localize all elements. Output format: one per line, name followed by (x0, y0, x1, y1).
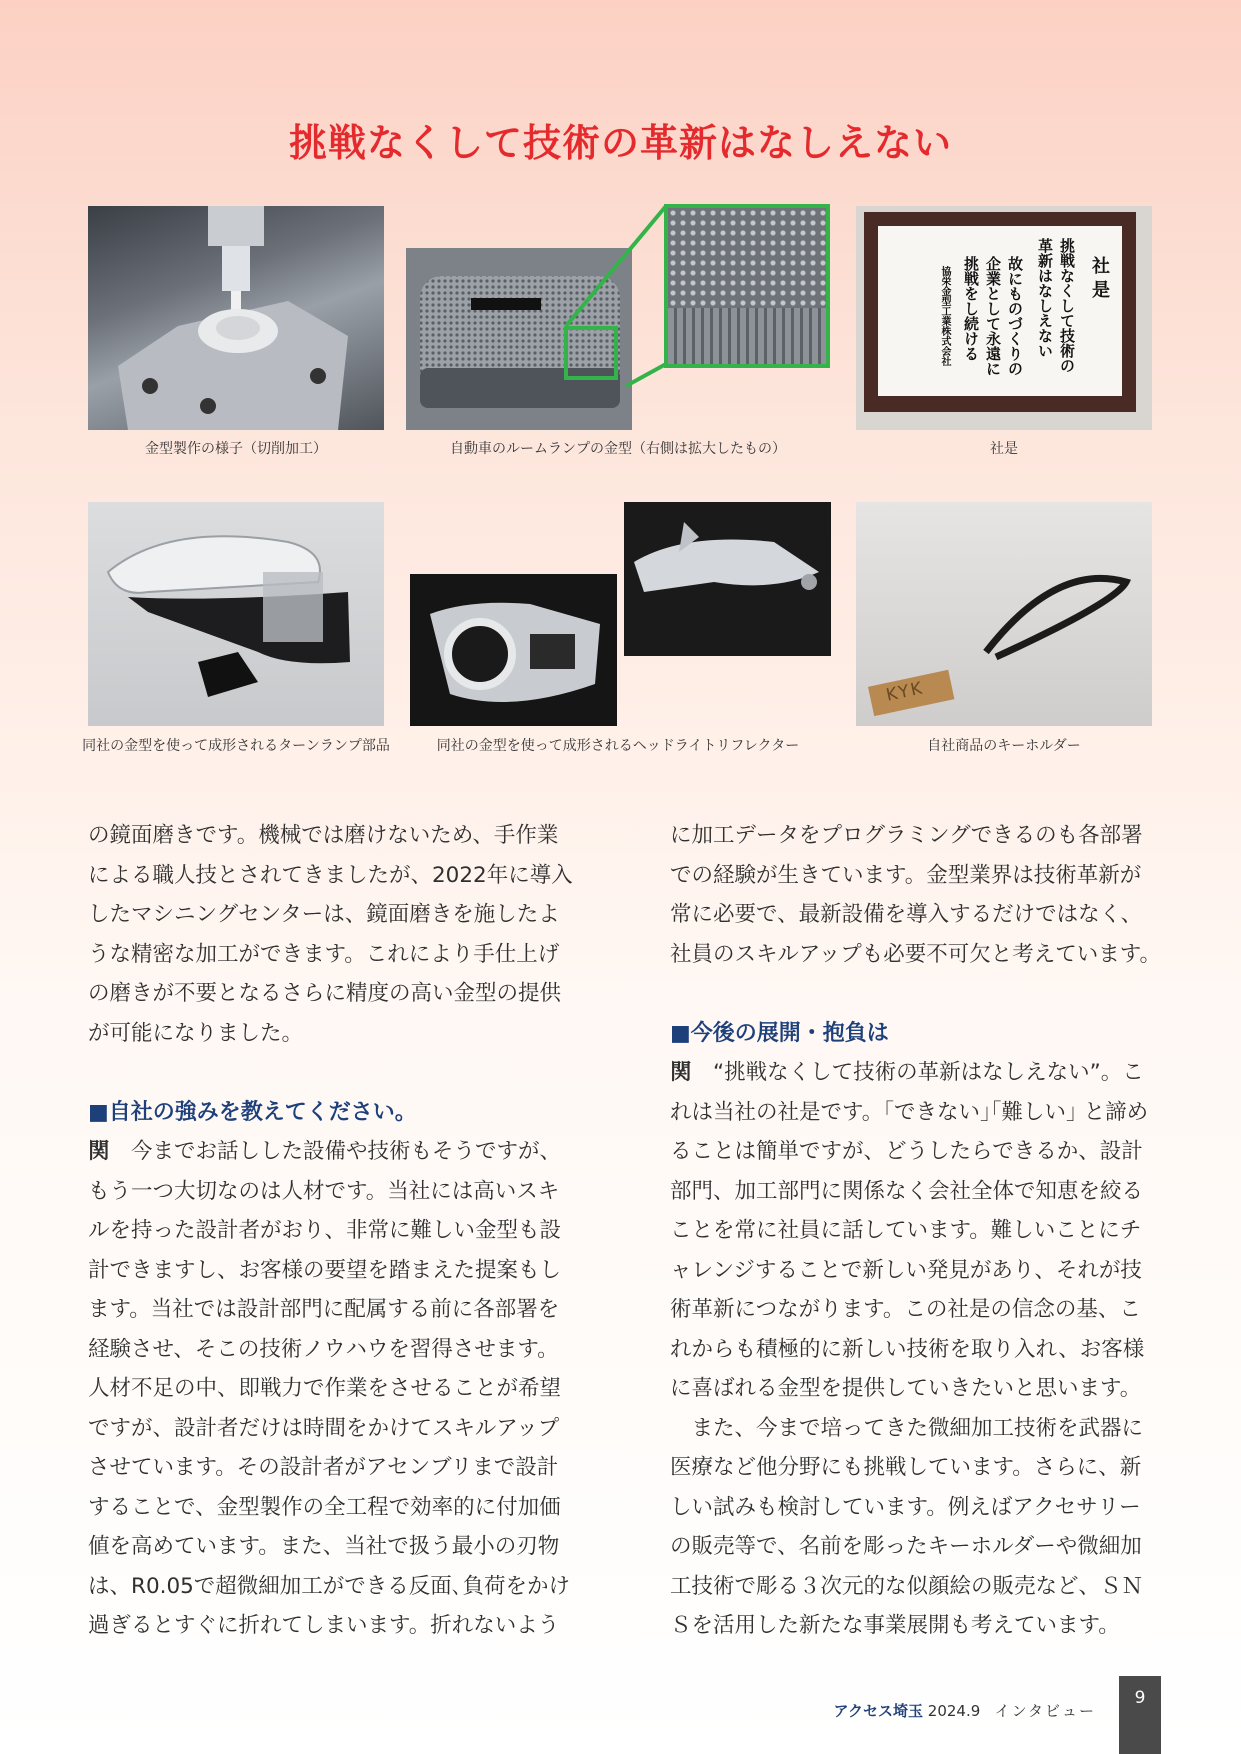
body-line: したマシニングセンターは、鏡面磨きを施したよ (88, 902, 560, 927)
machining-illustration (88, 206, 384, 430)
body-line: の磨きが不要となるさらに精度の高い金型の提供 (88, 981, 562, 1006)
body-line: Ｓを活用した新たな事業展開も考えています。 (670, 1613, 1120, 1638)
motto-frame (864, 212, 1136, 412)
body-line: ことを常に社員に話しています。難しいことにチ (670, 1218, 1142, 1243)
section-heading-strengths: ■自社の強みを教えてください。 (88, 1099, 417, 1125)
motto-paper (878, 226, 1122, 396)
motto-line-3: 故にものづくりの (1006, 256, 1024, 376)
body-line: 計できますし、お客様の要望を踏まえた提案もし (88, 1257, 562, 1283)
body-line: 経験させ、そこの技術ノウハウを習得させます。 (88, 1336, 559, 1362)
body-line: 常に必要で、最新設備を導入するだけではなく、 (670, 902, 1143, 927)
caption-keyholder: 自社商品のキーホルダー (927, 738, 1081, 754)
motto-frame-photo (856, 206, 1152, 430)
zoom-connector-lines (560, 200, 670, 390)
body-line: に加工データをプログラミングできるのも各部署 (670, 823, 1143, 848)
footer (833, 1700, 1096, 1721)
motto-company: 協栄金型工業株式会社 (939, 266, 950, 366)
body-line: の販売等で、名前を彫ったキーホルダーや微細加 (670, 1534, 1142, 1559)
headlight-reflector-photo-2 (624, 502, 831, 656)
body-line: が可能になりました。 (88, 1020, 304, 1046)
footer-brand: アクセス埼玉 (833, 1702, 923, 1720)
motto-heading: 社 是 (1089, 256, 1110, 299)
body-line: れからも積極的に新しい技術を取り入れ、お客様 (670, 1336, 1145, 1362)
right-column (670, 816, 1160, 1646)
caption-room-lamp: 自動車のルームランプの金型（右側は拡大したもの） (450, 441, 786, 457)
body-line: うな精密な加工ができます。これにより手仕上げ (88, 941, 560, 967)
caption-turn-lamp: 同社の金型を使って成形されるターンランプ部品 (82, 738, 390, 754)
body-line: による職人技とされてきましたが、2022年に導入 (88, 862, 573, 888)
speaker-label: 関 (670, 1060, 692, 1085)
page-title: 挑戦なくして技術の革新はなしえない (288, 121, 952, 165)
body-line: に喜ばれる金型を提供していきたいと思います。 (670, 1376, 1142, 1401)
body-line: することで、金型製作の全工程で効率的に付加価 (88, 1494, 561, 1520)
body-line: 過ぎるとすぐに折れてしまいます。折れないよう (88, 1613, 560, 1638)
body-line: させています。その設計者がアセンブリまで設計 (88, 1455, 559, 1480)
turn-lamp-illustration (88, 502, 384, 726)
body-line: ます。当社では設計部門に配属する前に各部署を (88, 1297, 560, 1322)
body-line: 工技術で彫る３次元的な似顔絵の販売など、ＳＮ (670, 1573, 1144, 1599)
body-line: ャレンジすることで新しい発見があり、それが技 (670, 1257, 1142, 1283)
section-heading-future: ■今後の展開・抱負は (670, 1020, 889, 1046)
reflector-illustration-2 (624, 502, 831, 656)
body-line: ることは簡単ですが、どうしたらできるか、設計 (670, 1139, 1143, 1164)
body-line: もう一つ大切なのは人材です。当社には高いスキ (88, 1178, 560, 1204)
body-line: 社員のスキルアップも必要不可欠と考えています。 (670, 941, 1162, 967)
caption-motto: 社是 (990, 441, 1018, 457)
body-line: しい試みも検討しています。例えばアクセサリー (670, 1494, 1141, 1520)
body-line: 人材不足の中、即戦力で作業をさせることが希望 (88, 1376, 562, 1401)
body-line: での経験が生きています。金型業界は技術革新が (670, 862, 1142, 888)
caption-headlight: 同社の金型を使って成形されるヘッドライトリフレクター (436, 738, 800, 754)
reflector-illustration-1 (410, 574, 617, 726)
motto-line-1: 挑戦なくして技術の (1058, 238, 1076, 373)
speaker-label: 関 (88, 1139, 110, 1164)
motto-line-5: 挑戦をし続ける (962, 256, 980, 361)
page-number: 9 (1119, 1676, 1161, 1754)
machining-photo (88, 206, 384, 430)
motto-line-2: 革新はなしえない (1036, 238, 1054, 358)
body-line: 部門、加工部門に関係なく会社全体で知恵を絞る (670, 1178, 1144, 1204)
headlight-reflector-photo-1 (410, 574, 617, 726)
motto-line-4: 企業として永遠に (984, 256, 1002, 376)
body-line: は、R0.05で超微細加工ができる反面､負荷をかけ (88, 1573, 571, 1599)
body-line: 術革新につながります。この社是の信念の基、こ (670, 1297, 1141, 1322)
body-line: ですが、設計者だけは時間をかけてスキルアップ (88, 1415, 560, 1441)
caption-machining: 金型製作の様子（切削加工） (145, 441, 327, 457)
body-line: の鏡面磨きです。機械では磨けないため、手作業 (88, 823, 559, 848)
zoom-knurl-pattern (668, 208, 828, 308)
left-column (88, 816, 578, 1646)
body-line: 関 今までお話しした設備や技術もそうですが、 (88, 1139, 562, 1164)
body-line: 医療など他分野にも挑戦しています。さらに、新 (670, 1455, 1142, 1480)
body-line: 関 “挑戦なくして技術の革新はなしえない”。こ (670, 1060, 1144, 1085)
footer-issue: 2024.9 (927, 1702, 981, 1720)
turn-lamp-photo (88, 502, 384, 726)
body-line: また、今まで培ってきた微細加工技術を武器に (670, 1415, 1144, 1441)
keyholder-photo (856, 502, 1152, 726)
body-line: ルを持った設計者がおり、非常に難しい金型も設 (88, 1218, 562, 1243)
keyholder-tag-text: KYK (884, 678, 926, 706)
footer-section: インタビュー (994, 1702, 1096, 1720)
room-lamp-zoom-photo (664, 204, 830, 368)
body-line: れは当社の社是です。｢できない｣｢難しい｣ と諦め (670, 1099, 1149, 1125)
body-line: 値を高めています。また、当社で扱う最小の刃物 (88, 1534, 560, 1559)
